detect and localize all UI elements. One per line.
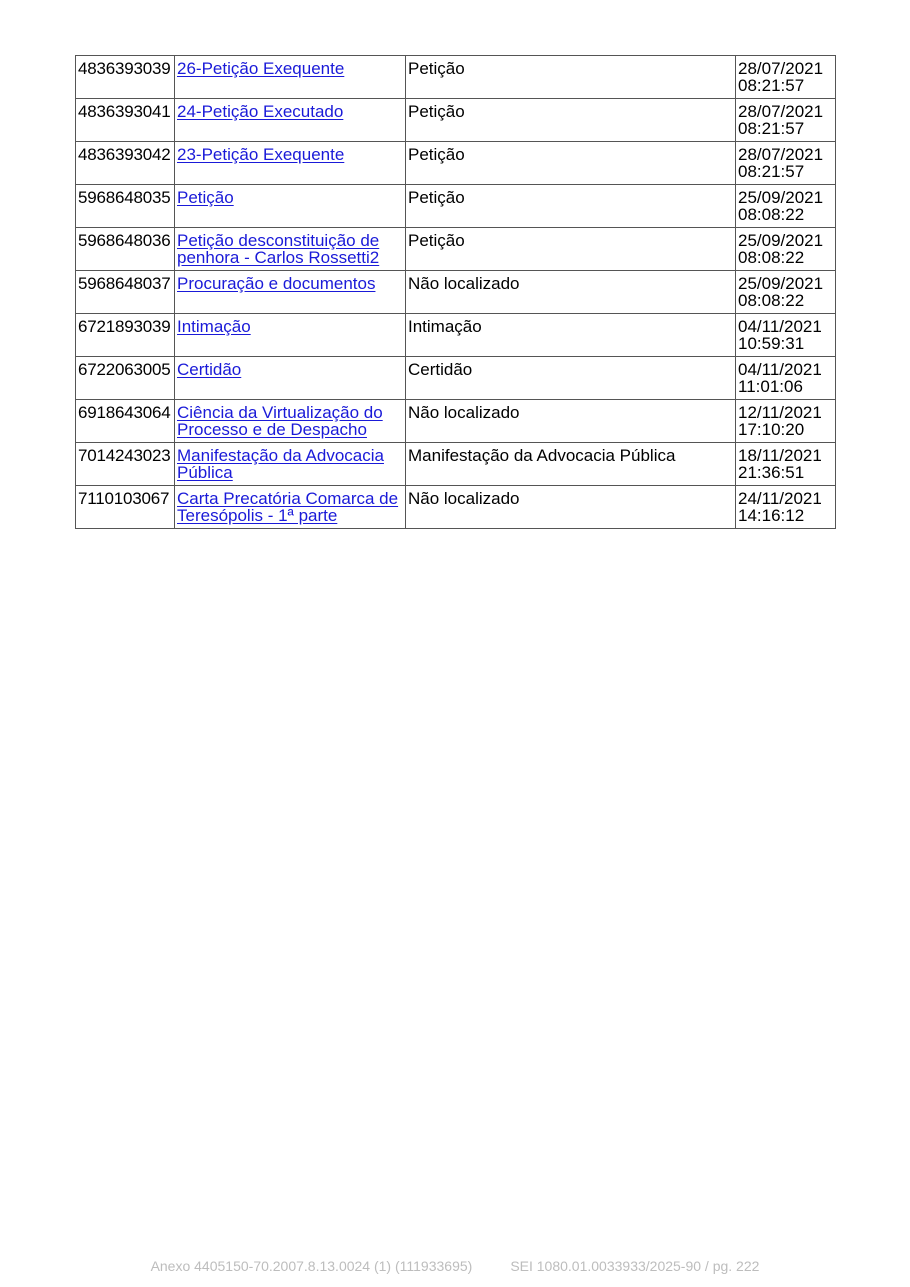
document-date: 28/07/2021	[738, 59, 824, 78]
document-date-cell	[736, 314, 836, 357]
document-name-cell	[175, 314, 406, 357]
document-date: 04/11/2021	[738, 317, 822, 336]
document-type-cell: Petição	[406, 228, 736, 271]
document-type-cell: Petição	[406, 185, 736, 228]
document-id-cell: 6721893039	[76, 314, 175, 357]
document-link[interactable]: Carta Precatória Comarca de Teresópolis - 1ª parte	[177, 489, 399, 525]
document-time: 08:21:57	[738, 119, 805, 138]
document-link[interactable]: Manifestação da Advocacia Pública	[177, 446, 384, 482]
document-date: 25/09/2021	[738, 188, 824, 207]
document-type-cell: Petição	[406, 56, 736, 99]
document-type-cell: Certidão	[406, 357, 736, 400]
document-type-cell: Não localizado	[406, 486, 736, 529]
table-row	[76, 400, 836, 443]
table-row	[76, 99, 836, 142]
table-row	[76, 271, 836, 314]
document-time: 08:08:22	[738, 248, 805, 267]
document-time: 08:21:57	[738, 162, 805, 181]
document-name-cell	[175, 185, 406, 228]
document-date: 25/09/2021	[738, 231, 824, 250]
document-date-cell	[736, 271, 836, 314]
document-name-cell	[175, 56, 406, 99]
document-type-cell: Não localizado	[406, 400, 736, 443]
document-name-cell	[175, 400, 406, 443]
document-type-cell: Não localizado	[406, 271, 736, 314]
document-time: 11:01:06	[738, 377, 803, 396]
document-id-cell: 6918643064	[76, 400, 175, 443]
document-id-cell: 4836393042	[76, 142, 175, 185]
document-link[interactable]: Ciência da Virtualização do Processo e de Despacho	[177, 403, 383, 439]
document-date-cell	[736, 142, 836, 185]
document-id-cell: 4836393039	[76, 56, 175, 99]
document-date-cell	[736, 357, 836, 400]
table-row	[76, 56, 836, 99]
document-name-cell	[175, 142, 406, 185]
document-type-cell: Petição	[406, 142, 736, 185]
document-link[interactable]: Certidão	[177, 360, 242, 379]
document-date-cell	[736, 185, 836, 228]
document-link[interactable]: 26-Petição Exequente	[177, 59, 345, 78]
footer-sei-label: SEI 1080.01.0033933/2025-90 / pg. 222	[510, 1258, 760, 1274]
document-time: 08:08:22	[738, 205, 805, 224]
document-time: 08:08:22	[738, 291, 805, 310]
document-name-cell	[175, 228, 406, 271]
document-time: 10:59:31	[738, 334, 805, 353]
document-id-cell: 4836393041	[76, 99, 175, 142]
document-date: 04/11/2021	[738, 360, 822, 379]
document-id-cell: 5968648036	[76, 228, 175, 271]
document-name-cell	[175, 443, 406, 486]
document-type-cell: Manifestação da Advocacia Pública	[406, 443, 736, 486]
table-row	[76, 443, 836, 486]
document-link[interactable]: Petição desconstituição de penhora - Carlos Rossetti2	[177, 231, 380, 267]
table-row	[76, 228, 836, 271]
document-id-cell: 6722063005	[76, 357, 175, 400]
document-id-cell: 5968648035	[76, 185, 175, 228]
document-date-cell	[736, 99, 836, 142]
document-name-cell	[175, 357, 406, 400]
table-row	[76, 357, 836, 400]
table-row	[76, 142, 836, 185]
footer-annex-label: Anexo 4405150-70.2007.8.13.0024 (1) (111933695)	[150, 1258, 473, 1274]
document-date: 28/07/2021	[738, 145, 824, 164]
document-link[interactable]: Petição	[177, 188, 234, 207]
document-id-cell: 7110103067	[76, 486, 175, 529]
document-date-cell	[736, 400, 836, 443]
document-time: 21:36:51	[738, 463, 805, 482]
document-time: 14:16:12	[738, 506, 805, 525]
table-row	[76, 185, 836, 228]
document-date: 25/09/2021	[738, 274, 824, 293]
documents-table	[75, 55, 836, 529]
page-footer	[0, 1258, 910, 1274]
document-date: 28/07/2021	[738, 102, 824, 121]
document-date-cell	[736, 56, 836, 99]
document-link[interactable]: 24-Petição Executado	[177, 102, 344, 121]
table-row	[76, 314, 836, 357]
document-time: 17:10:20	[738, 420, 805, 439]
document-date-cell	[736, 443, 836, 486]
document-link[interactable]: 23-Petição Exequente	[177, 145, 345, 164]
document-link[interactable]: Procuração e documentos	[177, 274, 376, 293]
document-id-cell: 5968648037	[76, 271, 175, 314]
document-link[interactable]: Intimação	[177, 317, 251, 336]
document-date: 18/11/2021	[738, 446, 822, 465]
document-date: 12/11/2021	[738, 403, 822, 422]
document-date-cell	[736, 228, 836, 271]
document-name-cell	[175, 271, 406, 314]
document-type-cell: Petição	[406, 99, 736, 142]
table-row	[76, 486, 836, 529]
document-date-cell	[736, 486, 836, 529]
document-time: 08:21:57	[738, 76, 805, 95]
document-date: 24/11/2021	[738, 489, 822, 508]
document-id-cell: 7014243023	[76, 443, 175, 486]
document-type-cell: Intimação	[406, 314, 736, 357]
document-name-cell	[175, 486, 406, 529]
documents-table-body	[76, 56, 836, 529]
document-name-cell	[175, 99, 406, 142]
